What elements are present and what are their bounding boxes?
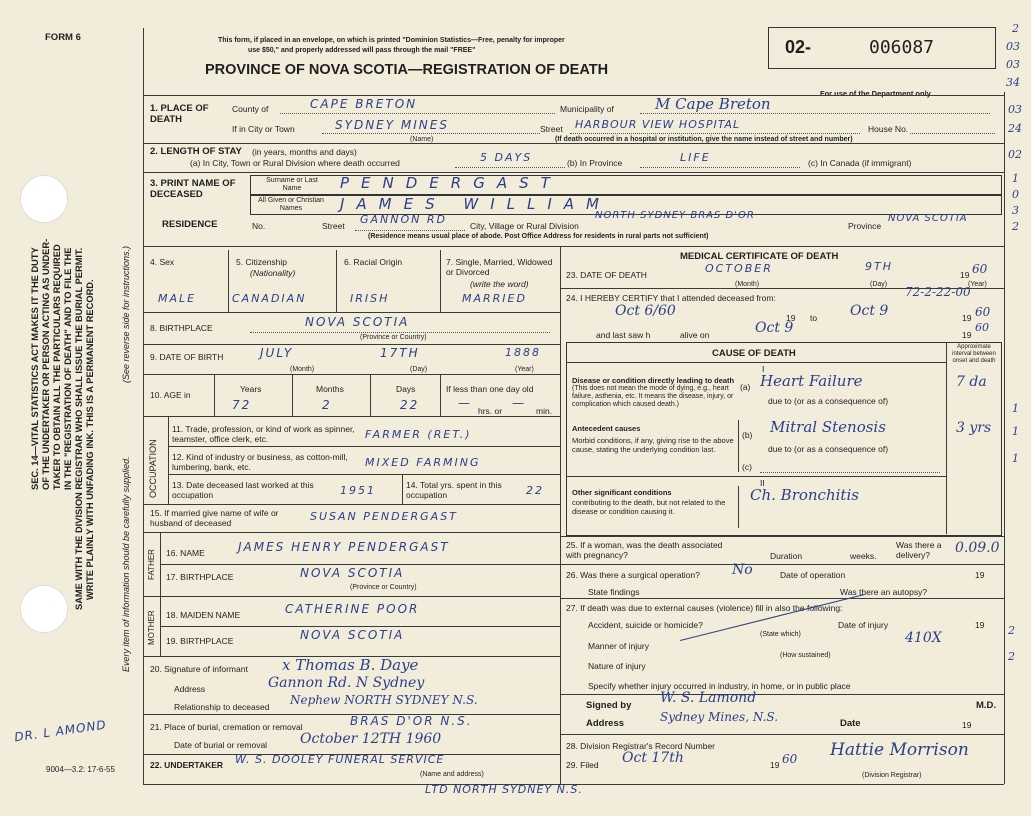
reg-number: 006087 — [869, 37, 935, 58]
column-divider — [560, 246, 561, 784]
marital-sub: (write the word) — [470, 279, 529, 289]
length-of-stay-sub: (in years, months and days) — [252, 147, 357, 157]
dotted-line — [355, 230, 465, 231]
years-label: Years — [240, 384, 262, 394]
racial-value: IRISH — [350, 292, 390, 305]
other-bracket — [738, 486, 739, 528]
part-2-label: II — [760, 478, 765, 488]
divider — [143, 532, 560, 533]
header-note-2: use $50," and properly addressed will pass through the mail "FREE" — [248, 47, 476, 54]
mother-section-label: MOTHER — [147, 610, 156, 645]
birthplace-label: 8. BIRTHPLACE — [150, 323, 213, 333]
side-line-4: IN THE "REGISTRATION OF DEATH" AND TO FILE THE — [63, 247, 73, 490]
mother-maiden-value: CATHERINE POOR — [285, 602, 420, 616]
margin-code: 1 — [1012, 452, 1019, 465]
doctor-margin-note: DR. L AMOND — [13, 717, 108, 745]
divider — [143, 312, 560, 313]
accident-label: Accident, suicide or homicide? — [588, 620, 703, 630]
antecedent-bracket — [738, 420, 739, 472]
form-right-border — [1004, 92, 1005, 784]
hrs-label: hrs. or — [478, 406, 503, 416]
dotted-line — [250, 332, 550, 333]
interval-label: Approximate interval between onset and death — [952, 344, 996, 364]
spouse-value: SUSAN PENDERGAST — [310, 510, 458, 523]
side-line-1: SEC. 14—VITAL STATISTICS ACT MAKES IT THE DUTY — [30, 247, 40, 490]
code-410: 410X — [905, 630, 942, 646]
dod-month: OCTOBER — [705, 262, 773, 275]
autopsy-label: Was there an autopsy? — [840, 587, 928, 597]
father-birthplace-value: NOVA SCOTIA — [300, 566, 405, 580]
stay-c-label: (c) In Canada (if immigrant) — [808, 158, 912, 168]
cell-divider — [168, 416, 169, 504]
margin-code: 3 — [1012, 204, 1019, 217]
reg-prefix: 02- — [785, 37, 812, 57]
father-birthplace-sub: (Province or Country) — [350, 584, 417, 591]
residence-city: NORTH SYDNEY BRAS D'OR — [595, 210, 755, 221]
spouse-label: 15. If married give name of wife or husband of deceased — [150, 508, 279, 528]
surname-label: Surname or Last Name — [266, 177, 318, 192]
registrar-label: (Division Registrar) — [862, 772, 922, 779]
immediate-note: (This does not mean the mode of dying, e.g., heart failure, asthenia, etc. It means the disease, injury, or complication which caused death.) — [572, 385, 734, 408]
age-hrs: — — [458, 396, 472, 410]
dob-year: 1888 — [505, 346, 541, 359]
divider — [560, 536, 1004, 537]
margin-code: 03 — [1006, 40, 1020, 53]
informant-address: Gannon Rd. N Sydney — [268, 675, 425, 691]
side-line-7: Every item of information should be carefully supplied. — [121, 456, 131, 672]
residence-city-label: City, Village or Rural Division — [470, 221, 579, 231]
registration-number-box — [768, 27, 996, 69]
dod-year-prefix: 19 — [960, 270, 970, 280]
margin-code: 1 — [1012, 172, 1019, 185]
alive-date: Oct 9 — [755, 320, 794, 336]
divider — [143, 374, 560, 375]
institution-note: (If death occurred in a hospital or institution, give the name instead of street and number) — [555, 136, 853, 143]
divider — [560, 734, 1004, 735]
year-prefix-1: 19 — [786, 313, 796, 323]
divider — [160, 564, 560, 565]
divider — [143, 596, 560, 597]
cell-divider — [336, 250, 337, 312]
to-label: to — [810, 313, 818, 323]
undertaker-label: 22. UNDERTAKER — [150, 760, 224, 770]
last-saw-label: and last saw h — [596, 330, 651, 340]
last-worked-label: 13. Date deceased last worked at this occupation — [172, 480, 314, 500]
divider — [143, 416, 560, 417]
burial-place-label: 21. Place of burial, cremation or removal — [150, 722, 303, 732]
year-prefix-3: 19 — [962, 330, 972, 340]
stay-b-value: LIFE — [680, 151, 711, 164]
form-code-note: 9004—3.2: 17-6-55 — [46, 765, 115, 774]
immediate-label: Disease or condition directly leading to death — [572, 376, 735, 385]
divider — [168, 474, 560, 475]
doctor-address-label: Address — [586, 718, 625, 729]
margin-code: 1 — [1012, 402, 1019, 415]
margin-code: 1 — [1012, 425, 1019, 438]
dod-day: 9TH — [865, 260, 893, 273]
mother-birthplace-label: 19. BIRTHPLACE — [166, 636, 234, 646]
dotted-line — [760, 472, 940, 473]
dotted-line — [322, 133, 540, 134]
age-label: 10. AGE in — [150, 390, 191, 400]
registrar-signature: Hattie Morrison — [830, 740, 969, 760]
industry-label: 12. Kind of industry or business, as cotton-mill, lumbering, bank, etc. — [172, 452, 348, 472]
signed-label: Signed by — [586, 700, 632, 711]
interval-divider — [946, 342, 947, 534]
antecedent-label: Antecedent causes — [572, 424, 641, 433]
cause-c-label: (c) — [742, 462, 752, 472]
length-of-stay-label: 2. LENGTH OF STAY — [150, 146, 242, 157]
residence-street-label: Street — [322, 221, 345, 231]
punch-hole-bottom — [20, 585, 68, 633]
burial-date-value: October 12TH 1960 — [300, 731, 442, 747]
dod-label: 23. DATE OF DEATH — [566, 270, 647, 280]
residence-province: NOVA SCOTIA — [888, 213, 968, 224]
informant-address-label: Address — [174, 684, 206, 694]
burial-place-value: BRAS D'OR N.S. — [350, 714, 473, 728]
age-years: 72 — [232, 398, 252, 412]
age-months: 2 — [322, 398, 332, 412]
q28-label: 28. Division Registrar's Record Number — [566, 741, 716, 751]
dotted-line — [640, 167, 800, 168]
divider — [143, 143, 1004, 144]
father-section-label: FATHER — [147, 549, 156, 580]
doctor-year-prefix: 19 — [962, 720, 972, 730]
min-label: min. — [536, 406, 553, 416]
form-label: FORM 6 — [45, 32, 81, 43]
county-label: County of — [232, 104, 269, 114]
birthplace-value: NOVA SCOTIA — [305, 315, 410, 329]
cell-divider — [440, 374, 441, 416]
given-label: All Given or Christian Names — [258, 197, 324, 212]
other-value: Ch. Bronchitis — [750, 486, 859, 504]
divider — [143, 504, 560, 505]
dod-year: 60 — [972, 262, 988, 276]
less-label: If less than one day old — [446, 384, 534, 394]
divider — [560, 564, 1004, 565]
residence-street: GANNON RD — [360, 213, 448, 226]
residence-note: (Residence means usual place of abode. Post Office Address for residents in rural parts not sufficient) — [368, 233, 709, 240]
divider — [143, 246, 1004, 247]
side-line-3: TAKER TO OBTAIN ALL THE PARTICULARS REQUIRED — [52, 244, 62, 490]
dotted-line — [570, 133, 860, 134]
undertaker-addr: LTD NORTH SYDNEY N.S. — [425, 783, 583, 796]
city-label: If in City or Town — [232, 124, 295, 134]
divider — [560, 694, 1004, 695]
dept-use-note: For use of the Department only — [820, 89, 931, 98]
informant-signature: x Thomas B. Daye — [282, 656, 419, 674]
q26-label: 26. Was there a surgical operation? — [566, 570, 700, 580]
from-date: Oct 6/60 — [615, 303, 676, 319]
municipality-value: M Cape Breton — [655, 95, 771, 113]
given-value: JAMES WILLIAM — [340, 195, 611, 213]
delivery-label: Was there a delivery? — [896, 540, 942, 560]
house-label: House No. — [868, 124, 909, 134]
md-label: M.D. — [976, 700, 997, 711]
industry-value: MIXED FARMING — [365, 456, 481, 469]
medical-title: MEDICAL CERTIFICATE OF DEATH — [680, 251, 839, 262]
dob-month: JULY — [260, 346, 294, 360]
birthplace-sub: (Province or Country) — [360, 334, 427, 341]
divider — [160, 626, 560, 627]
margin-code: 34 — [1006, 76, 1020, 89]
undertaker-value: W. S. DOOLEY FUNERAL SERVICE — [235, 753, 445, 766]
q27-label: 27. If death was due to external causes (violence) fill in also the following: — [566, 603, 843, 613]
total-years-label: 14. Total yrs. spent in this occupation — [406, 480, 502, 500]
dod-day-label: (Day) — [870, 281, 888, 288]
certify-code: 72-2-22-00 — [905, 285, 971, 299]
filed-year-prefix: 19 — [770, 760, 780, 770]
form-title: PROVINCE OF NOVA SCOTIA—REGISTRATION OF DEATH — [205, 62, 609, 78]
op-year-prefix: 19 — [975, 570, 985, 580]
alive-label: alive on — [680, 330, 710, 340]
cause-b-value: Mitral Stenosis — [770, 418, 886, 436]
mother-maiden-label: 18. MAIDEN NAME — [166, 610, 241, 620]
divider — [560, 598, 1004, 599]
other-label: Other significant conditions — [572, 488, 672, 497]
street-value: HARBOUR VIEW HOSPITAL — [575, 118, 741, 131]
margin-code: 2 — [1012, 220, 1019, 233]
cause-b-interval: 3 yrs — [956, 420, 992, 436]
margin-code: 2 — [1008, 650, 1015, 663]
city-name-sublabel: (Name) — [410, 136, 434, 143]
dob-month-label: (Month) — [290, 366, 315, 373]
city-value: SYDNEY MINES — [335, 118, 449, 132]
county-value: CAPE BRETON — [310, 97, 418, 111]
punch-hole-top — [20, 175, 68, 223]
citizenship-label: 5. Citizenship — [236, 257, 288, 267]
margin-code: 03 — [1008, 103, 1022, 116]
to-year: 60 — [975, 305, 991, 319]
margin-code: 2 — [1008, 624, 1015, 637]
form-left-border — [143, 28, 144, 784]
nationality-label: (Nationality) — [250, 268, 296, 278]
print-name-label: 3. PRINT NAME OF DECEASED — [150, 178, 236, 200]
trade-value: FARMER (RET.) — [365, 428, 472, 441]
municipality-label: Municipality of — [560, 104, 614, 114]
how-label: (How sustained) — [780, 652, 831, 659]
dob-day: 17TH — [380, 346, 420, 360]
due-to-a: due to (or as a consequence of) — [768, 396, 889, 406]
signed-value: W. S. Lamond — [660, 690, 757, 706]
street-label: Street — [540, 124, 563, 134]
dod-year-label: (Year) — [968, 281, 987, 288]
filed-year: 60 — [782, 752, 798, 766]
nature-label: Nature of injury — [588, 661, 646, 671]
relationship-label: Relationship to deceased — [174, 702, 270, 712]
filed-date: Oct 17th — [622, 750, 684, 766]
year-prefix-2: 19 — [962, 313, 972, 323]
dob-day-label: (Day) — [410, 366, 428, 373]
cause-a-value: Heart Failure — [760, 372, 863, 390]
burial-date-label: Date of burial or removal — [174, 740, 268, 750]
other-note: contributing to the death, but not related to the disease or condition causing it. — [572, 498, 726, 516]
place-of-death-label: 1. PLACE OF DEATH — [150, 103, 209, 125]
dob-year-label: (Year) — [515, 366, 534, 373]
citizenship-value: CANADIAN — [232, 292, 307, 305]
divider — [566, 362, 946, 363]
to-date: Oct 9 — [850, 303, 889, 319]
undertaker-sub: (Name and address) — [420, 771, 484, 778]
father-birthplace-label: 17. BIRTHPLACE — [166, 572, 234, 582]
total-years-value: 22 — [526, 484, 544, 497]
residence-province-label: Province — [848, 221, 882, 231]
q29-label: 29. Filed — [566, 760, 599, 770]
manner-label: Manner of injury — [588, 641, 649, 651]
cause-b-label: (b) — [742, 430, 753, 440]
marital-label: 7. Single, Married, Widowed or Divorced — [446, 257, 553, 277]
last-worked-value: 1951 — [340, 484, 376, 497]
margin-code: 2 — [1012, 22, 1019, 35]
cell-divider — [214, 374, 215, 416]
sex-label: 4. Sex — [150, 257, 175, 267]
father-name-value: JAMES HENRY PENDERGAST — [238, 540, 450, 554]
q25-label: 25. If a woman, was the death associated with pregnancy? — [566, 540, 723, 560]
mother-birthplace-value: NOVA SCOTIA — [300, 628, 405, 642]
cause-title: CAUSE OF DEATH — [712, 348, 796, 359]
doctor-date-label: Date — [840, 718, 861, 729]
months-label: Months — [316, 384, 344, 394]
dotted-line — [640, 113, 990, 114]
injury-year-prefix: 19 — [975, 620, 985, 630]
duration-label: Duration — [770, 551, 803, 561]
stay-a-label: (a) In City, Town or Rural Division where death occurred — [190, 158, 400, 168]
divider — [566, 476, 946, 477]
age-min: — — [512, 396, 526, 410]
cell-divider — [228, 250, 229, 312]
margin-code: 02 — [1008, 148, 1022, 161]
residence-no-label: No. — [252, 221, 266, 231]
op-date-label: Date of operation — [780, 570, 846, 580]
dotted-line — [455, 167, 565, 168]
side-line-8: (See reverse side for instructions.) — [121, 245, 131, 383]
cause-a-interval: 7 da — [956, 374, 987, 390]
racial-label: 6. Racial Origin — [344, 257, 403, 267]
margin-code: 0 — [1012, 188, 1019, 201]
weeks-label: weeks. — [850, 551, 877, 561]
side-line-2: OF THE UNDERTAKER OR PERSON ACTING AS UNDER- — [41, 238, 51, 490]
certify-label: 24. I HEREBY CERTIFY that I attended deceased from: — [566, 293, 776, 303]
relationship-value: Nephew NORTH SYDNEY N.S. — [290, 693, 478, 707]
margin-code: 03 — [1006, 58, 1020, 71]
divider — [143, 172, 1004, 173]
stay-a-value: 5 DAYS — [480, 151, 533, 164]
part-1-label: I — [762, 364, 765, 374]
surname-value: PENDERGAST — [340, 174, 562, 192]
due-to-b: due to (or as a consequence of) — [768, 444, 889, 454]
cell-divider — [402, 474, 403, 504]
dod-month-label: (Month) — [735, 281, 760, 288]
alive-year: 60 — [975, 321, 989, 334]
age-days: 22 — [400, 398, 420, 412]
divider — [168, 446, 560, 447]
father-name-label: 16. NAME — [166, 548, 205, 558]
cause-a-label: (a) — [740, 382, 751, 392]
occupation-section-label: OCCUPATION — [148, 439, 158, 498]
divider — [143, 95, 1004, 96]
injury-date-label: Date of injury — [838, 620, 889, 630]
cell-divider — [440, 250, 441, 312]
header-note-1: This form, if placed in an envelope, on which is printed "Dominion Statistics—Free, penalty for improper — [218, 37, 565, 44]
days-label: Days — [396, 384, 416, 394]
findings-label: State findings — [588, 587, 640, 597]
antecedent-note: Morbid conditions, if any, giving rise to the above cause, stating the underlying condition last. — [572, 436, 734, 454]
specify-label: Specify whether injury occurred in industry, in home, or in public place — [588, 681, 851, 691]
dotted-line — [280, 113, 555, 114]
cell-divider — [292, 374, 293, 416]
q25-code: 0.09.0 — [955, 540, 1000, 556]
dotted-line — [910, 133, 995, 134]
state-which: (State which) — [760, 631, 801, 638]
q26-value: No — [732, 562, 753, 578]
informant-signature-label: 20. Signature of informant — [150, 664, 248, 674]
doctor-address: Sydney Mines, N.S. — [660, 710, 779, 724]
dob-label: 9. DATE OF BIRTH — [150, 352, 224, 362]
trade-label: 11. Trade, profession, or kind of work as spinner, teamster, office clerk, etc. — [172, 424, 355, 444]
sex-value: MALE — [158, 292, 197, 305]
stay-b-label: (b) In Province — [567, 158, 623, 168]
margin-code: 24 — [1008, 122, 1022, 135]
side-line-5: SAME WITH THE DIVISION REGISTRAR WHO SHALL ISSUE THE BURIAL PERMIT. — [74, 247, 84, 610]
divider — [143, 344, 560, 345]
cell-divider — [370, 374, 371, 416]
marital-value: MARRIED — [462, 292, 527, 305]
side-line-6: WRITE PLAINLY WITH UNFADING INK. THIS IS A PERMANENT RECORD. — [85, 279, 95, 600]
residence-label: RESIDENCE — [162, 219, 218, 230]
